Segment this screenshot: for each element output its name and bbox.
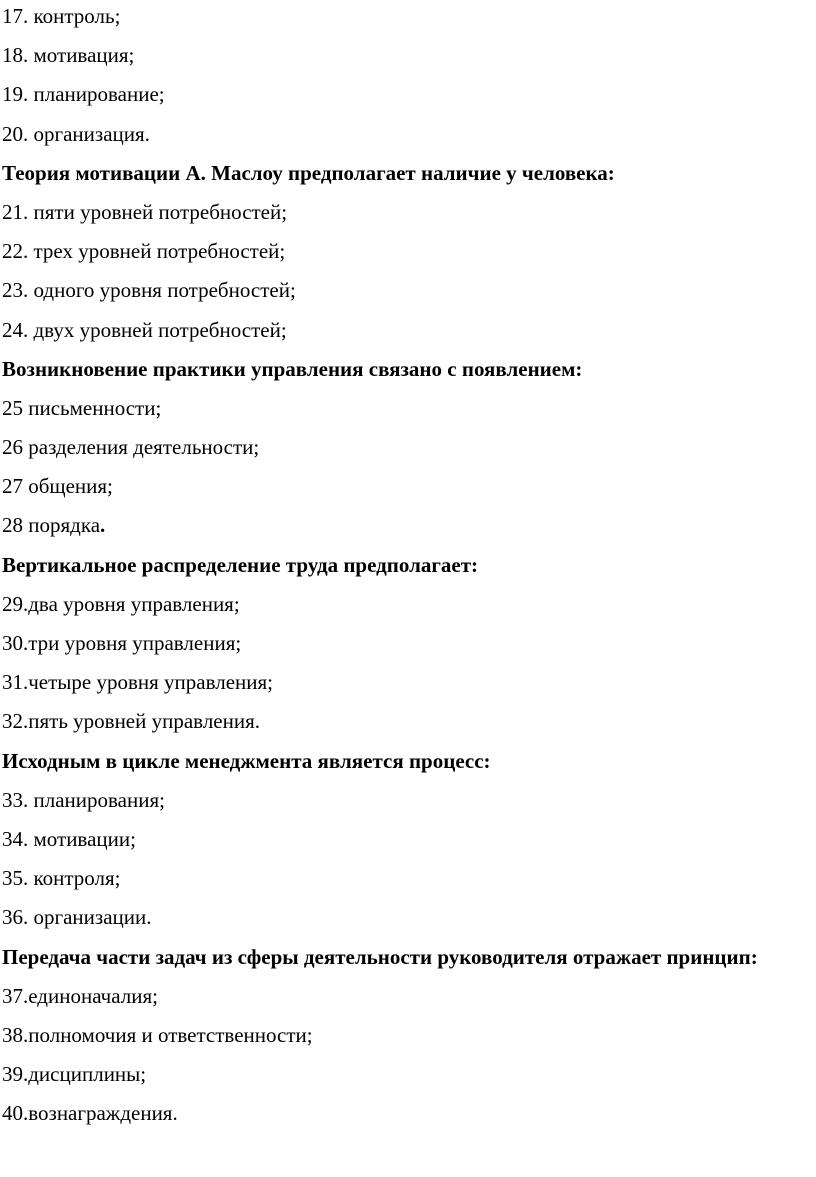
- answer-option: 25 письменности;: [2, 395, 162, 420]
- question-heading: Исходным в цикле менеджмента является процесс:: [2, 748, 491, 773]
- list-item: 17. контроль;: [2, 4, 121, 28]
- question-heading: Передача части задач из сферы деятельности руководителя отражает принцип:: [2, 944, 758, 969]
- answer-option: 26 разделения деятельности;: [2, 435, 260, 460]
- answer-option: 27 общения;: [2, 474, 113, 499]
- list-item: 20. организация.: [2, 121, 150, 146]
- answer-option: 40.вознаграждения.: [2, 1101, 178, 1126]
- answer-option: 34. мотивации;: [2, 826, 136, 851]
- list-item: 18. мотивация;: [2, 43, 135, 68]
- answer-option: [2, 509, 816, 548]
- document-page: [2, 0, 816, 1136]
- answer-option: 24. двух уровней потребностей;: [2, 317, 287, 342]
- answer-option: 37.единоначалия;: [2, 983, 158, 1008]
- question-heading: Вертикальное распределение труда предполагает:: [2, 552, 479, 577]
- answer-option: 21. пяти уровней потребностей;: [2, 199, 288, 224]
- answer-option: 22. трех уровней потребностей;: [2, 239, 286, 264]
- answer-text: 28 порядка: [2, 513, 101, 538]
- answer-option: 39.дисциплины;: [2, 1062, 147, 1087]
- answer-option: 29.два уровня управления;: [2, 591, 240, 616]
- list-item: 19. планирование;: [2, 82, 165, 107]
- answer-period: .: [100, 513, 106, 538]
- answer-option: 30.три уровня управления;: [2, 631, 242, 655]
- answer-option: 35. контроля;: [2, 866, 121, 891]
- answer-option: 36. организации.: [2, 905, 152, 930]
- answer-option: 32.пять уровней управления.: [2, 709, 260, 734]
- answer-option: 31.четыре уровня управления;: [2, 670, 274, 695]
- answer-option: 23. одного уровня потребностей;: [2, 278, 296, 303]
- answer-option: 33. планирования;: [2, 787, 165, 812]
- question-heading: Возникновение практики управления связано с появлением:: [2, 356, 583, 381]
- question-heading: Теория мотивации А. Маслоу предполагает наличие у человека:: [2, 160, 615, 185]
- answer-option: 38.полномочия и ответственности;: [2, 1022, 313, 1047]
